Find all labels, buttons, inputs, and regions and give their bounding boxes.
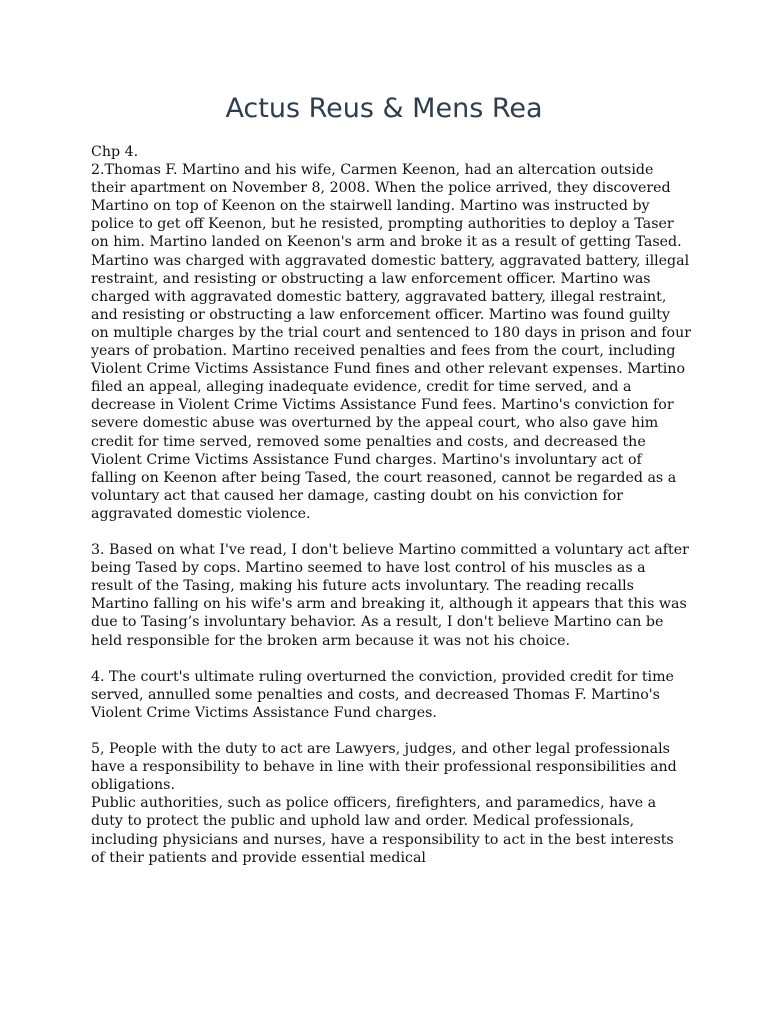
paragraph-5: 5, People with the duty to act are Lawyers, judges, and other legal professionals have a responsibility to behave in line with their professional responsibilities and obligations. [91, 741, 677, 794]
paragraph-gap [91, 722, 691, 740]
paragraph-gap [91, 523, 691, 541]
chapter-heading: Chp 4. [91, 144, 139, 160]
paragraph-3: 3. Based on what I've read, I don't believe Martino committed a voluntary act after being Tased by cops. Martino seemed to have lost control of his muscles as a result of the Tasing, making his future acts involuntary. The reading recalls Martino falling on his wife's arm and breaking it, although it appears that this was due to Tasing’s involuntary behavior. As a result, I don't believe Martino can be held responsible for the broken arm because it was not his choice. [91, 542, 689, 649]
document-body [91, 143, 691, 867]
paragraph-gap [91, 650, 691, 668]
paragraph-2: 2.Thomas F. Martino and his wife, Carmen Keenon, had an altercation outside their apartment on November 8, 2008. When the police arrived, they discovered Martino on top of Keenon on the stairwell landing. Martino was instructed by police to get off Keenon, but he resisted, prompting authorities to deploy a Taser on him. Martino landed on Keenon's arm and broke it as a result of getting Tased. [91, 162, 682, 251]
paragraph-5-continued: Public authorities, such as police officers, firefighters, and paramedics, have a duty to protect the public and uphold law and order. Medical professionals, including physicians and nurses, have a responsibility to act in the best interests of their patients and provide essential medical [91, 795, 674, 866]
document-title: Actus Reus & Mens Rea [225, 93, 543, 124]
paragraph-4: 4. The court's ultimate ruling overturned the conviction, provided credit for time served, annulled some penalties and costs, and decreased Thomas F. Martino's Violent Crime Victims Assistance Fund charges. [91, 668, 674, 721]
paragraph-2-charges: Martino was charged with aggravated domestic battery, aggravated battery, illegal restraint, and resisting or obstructing a law enforcement officer. Martino was charged with aggravated domestic battery, aggravated battery, illegal restraint, and resisting or obstructing a law enforcement officer. Martino was found guilty on multiple charges by the trial court and sentenced to 180 days in prison and four years of probation. Martino received penalties and fees from the court, including Violent Crime Victims Assistance Fund fines and other relevant expenses. Martino filed an appeal, alleging inadequate evidence, credit for time served, and a decrease in Violent Crime Victims Assistance Fund fees. Martino's conviction for severe domestic abuse was overturned by the appeal court, who also gave him credit for time served, removed some penalties and costs, and decreased the Violent Crime Victims Assistance Fund charges. Martino's involuntary act of falling on Keenon after being Tased, the court reasoned, cannot be regarded as a voluntary act that caused her damage, casting doubt on his conviction for aggravated domestic violence. [91, 252, 691, 522]
